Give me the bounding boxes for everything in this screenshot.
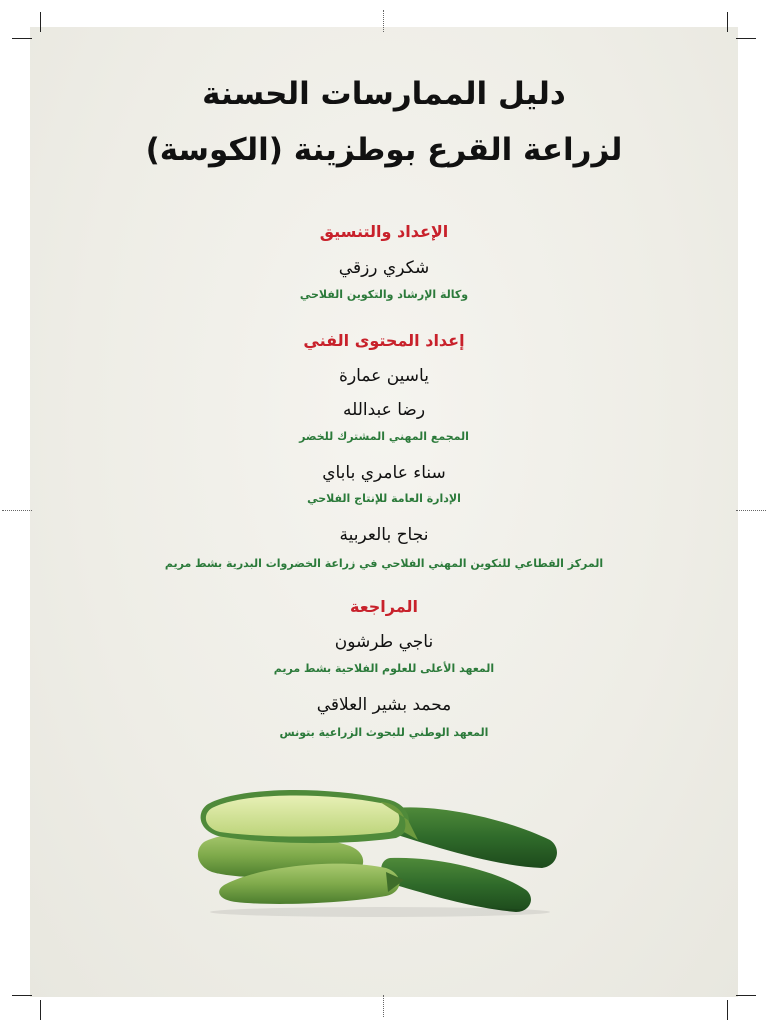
registration-mark-bottom bbox=[383, 995, 384, 1017]
crop-mark-bottom-right-v bbox=[727, 1000, 728, 1020]
person-name: ياسين عمارة bbox=[339, 366, 429, 386]
crop-mark-bottom-right-h bbox=[736, 995, 756, 996]
section-heading-technical-content: إعداد المحتوى الفني bbox=[303, 331, 465, 350]
registration-mark-left bbox=[2, 510, 32, 511]
document-title-line-1: دليل الممارسات الحسنة bbox=[202, 76, 566, 112]
person-affiliation: المركز القطاعي للتكوين المهني الفلاحي في زراعة الخضروات البدرية بشط مريم bbox=[164, 557, 604, 570]
person-affiliation: المعهد الوطني للبحوث الزراعية بتونس bbox=[279, 726, 489, 739]
document-title-line-2: لزراعة القرع بوطزينة (الكوسة) bbox=[145, 132, 623, 168]
section-heading-preparation: الإعداد والتنسيق bbox=[319, 222, 449, 241]
crop-mark-top-left-v bbox=[40, 12, 41, 32]
person-name: سناء عامري باباي bbox=[322, 463, 446, 483]
crop-mark-top-right-v bbox=[727, 12, 728, 32]
person-affiliation: المجمع المهني المشترك للخضر bbox=[299, 430, 469, 443]
person-affiliation: الإدارة العامة للإنتاج الفلاحي bbox=[307, 492, 461, 505]
person-name: نجاح بالعربية bbox=[339, 525, 429, 545]
zucchini-halved bbox=[201, 790, 418, 843]
registration-mark-top bbox=[383, 10, 384, 32]
person-affiliation: المعهد الأعلى للعلوم الفلاحية بشط مريم bbox=[273, 662, 495, 675]
person-name: رضا عبدالله bbox=[342, 400, 426, 420]
zucchini-illustration bbox=[190, 780, 570, 920]
crop-mark-bottom-left-v bbox=[40, 1000, 41, 1020]
person-name: ناجي طرشون bbox=[334, 632, 434, 652]
person-name: محمد بشير العلاقي bbox=[316, 695, 452, 715]
person-name: شكري رزقي bbox=[338, 258, 430, 278]
person-affiliation: وكالة الإرشاد والتكوين الفلاحي bbox=[299, 288, 469, 301]
zucchini-dark-front bbox=[381, 858, 531, 912]
crop-mark-top-left-h bbox=[12, 38, 32, 39]
registration-mark-right bbox=[736, 510, 766, 511]
crop-mark-top-right-h bbox=[736, 38, 756, 39]
crop-mark-bottom-left-h bbox=[12, 995, 32, 996]
section-heading-review: المراجعة bbox=[350, 597, 418, 616]
